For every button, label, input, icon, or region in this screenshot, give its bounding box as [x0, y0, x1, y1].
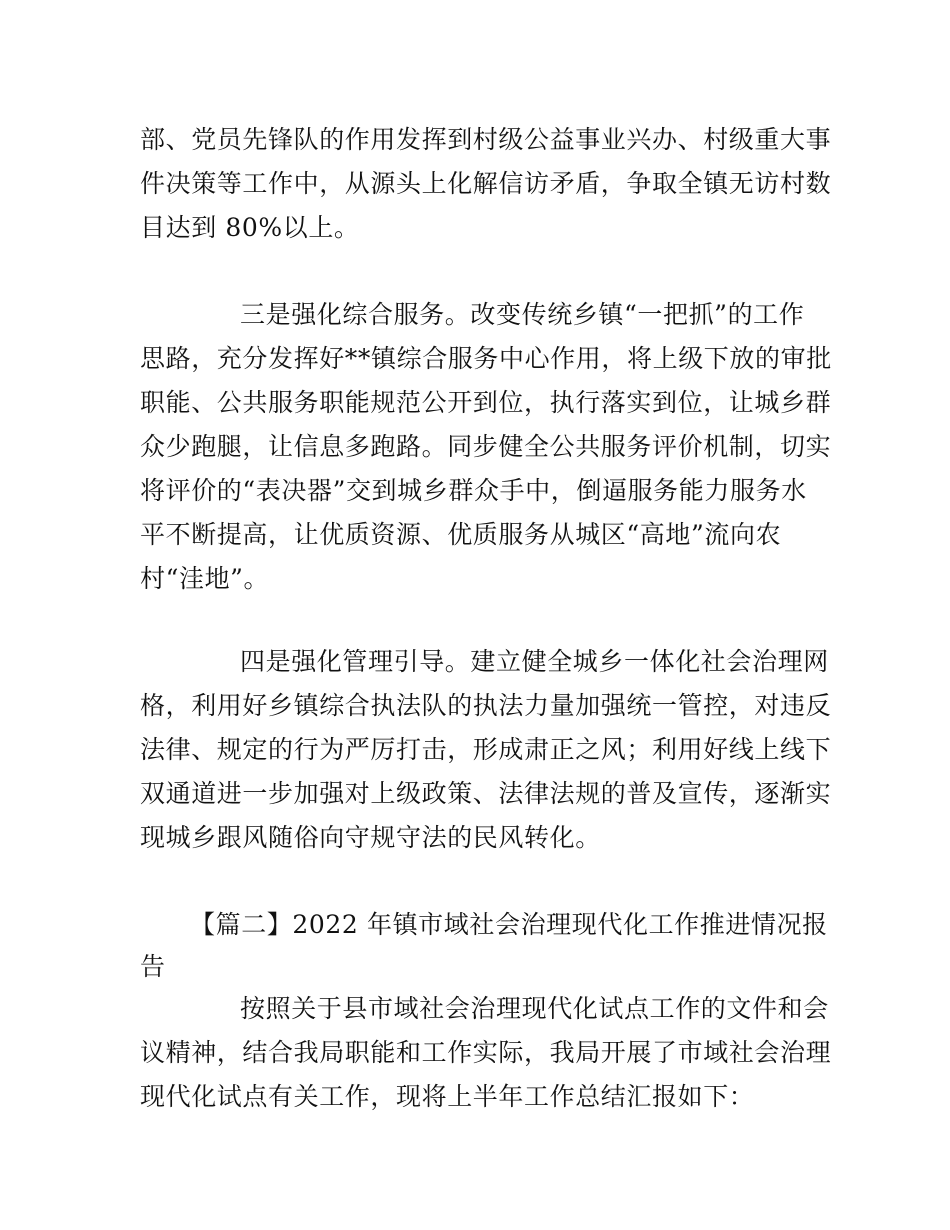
paragraph-line: 四是强化管理引导。建立健全城乡一体化社会治理网: [240, 647, 829, 676]
paragraph-line: 部、党员先锋队的作用发挥到村级公益事业兴办、村级重大事: [140, 125, 832, 154]
paragraph-line: 件决策等工作中，从源头上化解信访矛盾，争取全镇无访村数: [140, 169, 832, 198]
paragraph-line: 三是强化综合服务。改变传统乡镇“一把抓”的工作: [240, 300, 805, 329]
section-heading: 【篇二】2022 年镇市域社会治理现代化工作推进情况报: [190, 910, 828, 939]
paragraph-line: 现城乡跟风随俗向守规守法的民风转化。: [140, 823, 601, 852]
paragraph-line: 众少跑腿，让信息多跑路。同步健全公共服务评价机制，切实: [140, 432, 832, 461]
paragraph-line: 按照关于县市域社会治理现代化试点工作的文件和会: [240, 994, 829, 1023]
paragraph-line: 法律、规定的行为严厉打击，形成肃正之风；利用好线上线下: [140, 735, 832, 764]
paragraph-line: 村“洼地”。: [140, 564, 270, 593]
paragraph-line: 目达到 80%以上。: [140, 213, 360, 242]
paragraph-line: 双通道进一步加强对上级政策、法律法规的普及宣传，逐渐实: [140, 779, 832, 808]
paragraph-line: 格，利用好乡镇综合执法队的执法力量加强统一管控，对违反: [140, 691, 832, 720]
paragraph-line: 平不断提高，让优质资源、优质服务从城区“高地”流向农: [140, 520, 782, 549]
paragraph-line: 现代化试点有关工作，现将上半年工作总结汇报如下：: [140, 1082, 755, 1111]
paragraph-line: 职能、公共服务职能规范公开到位，执行落实到位，让城乡群: [140, 388, 832, 417]
paragraph-line: 议精神，结合我局职能和工作实际，我局开展了市域社会治理: [140, 1038, 832, 1067]
paragraph-line: 思路，充分发挥好**镇综合服务中心作用，将上级下放的审批: [140, 344, 832, 373]
section-heading: 告: [140, 952, 166, 981]
paragraph-line: 将评价的“表决器”交到城乡群众手中，倒逼服务能力服务水: [140, 476, 807, 505]
